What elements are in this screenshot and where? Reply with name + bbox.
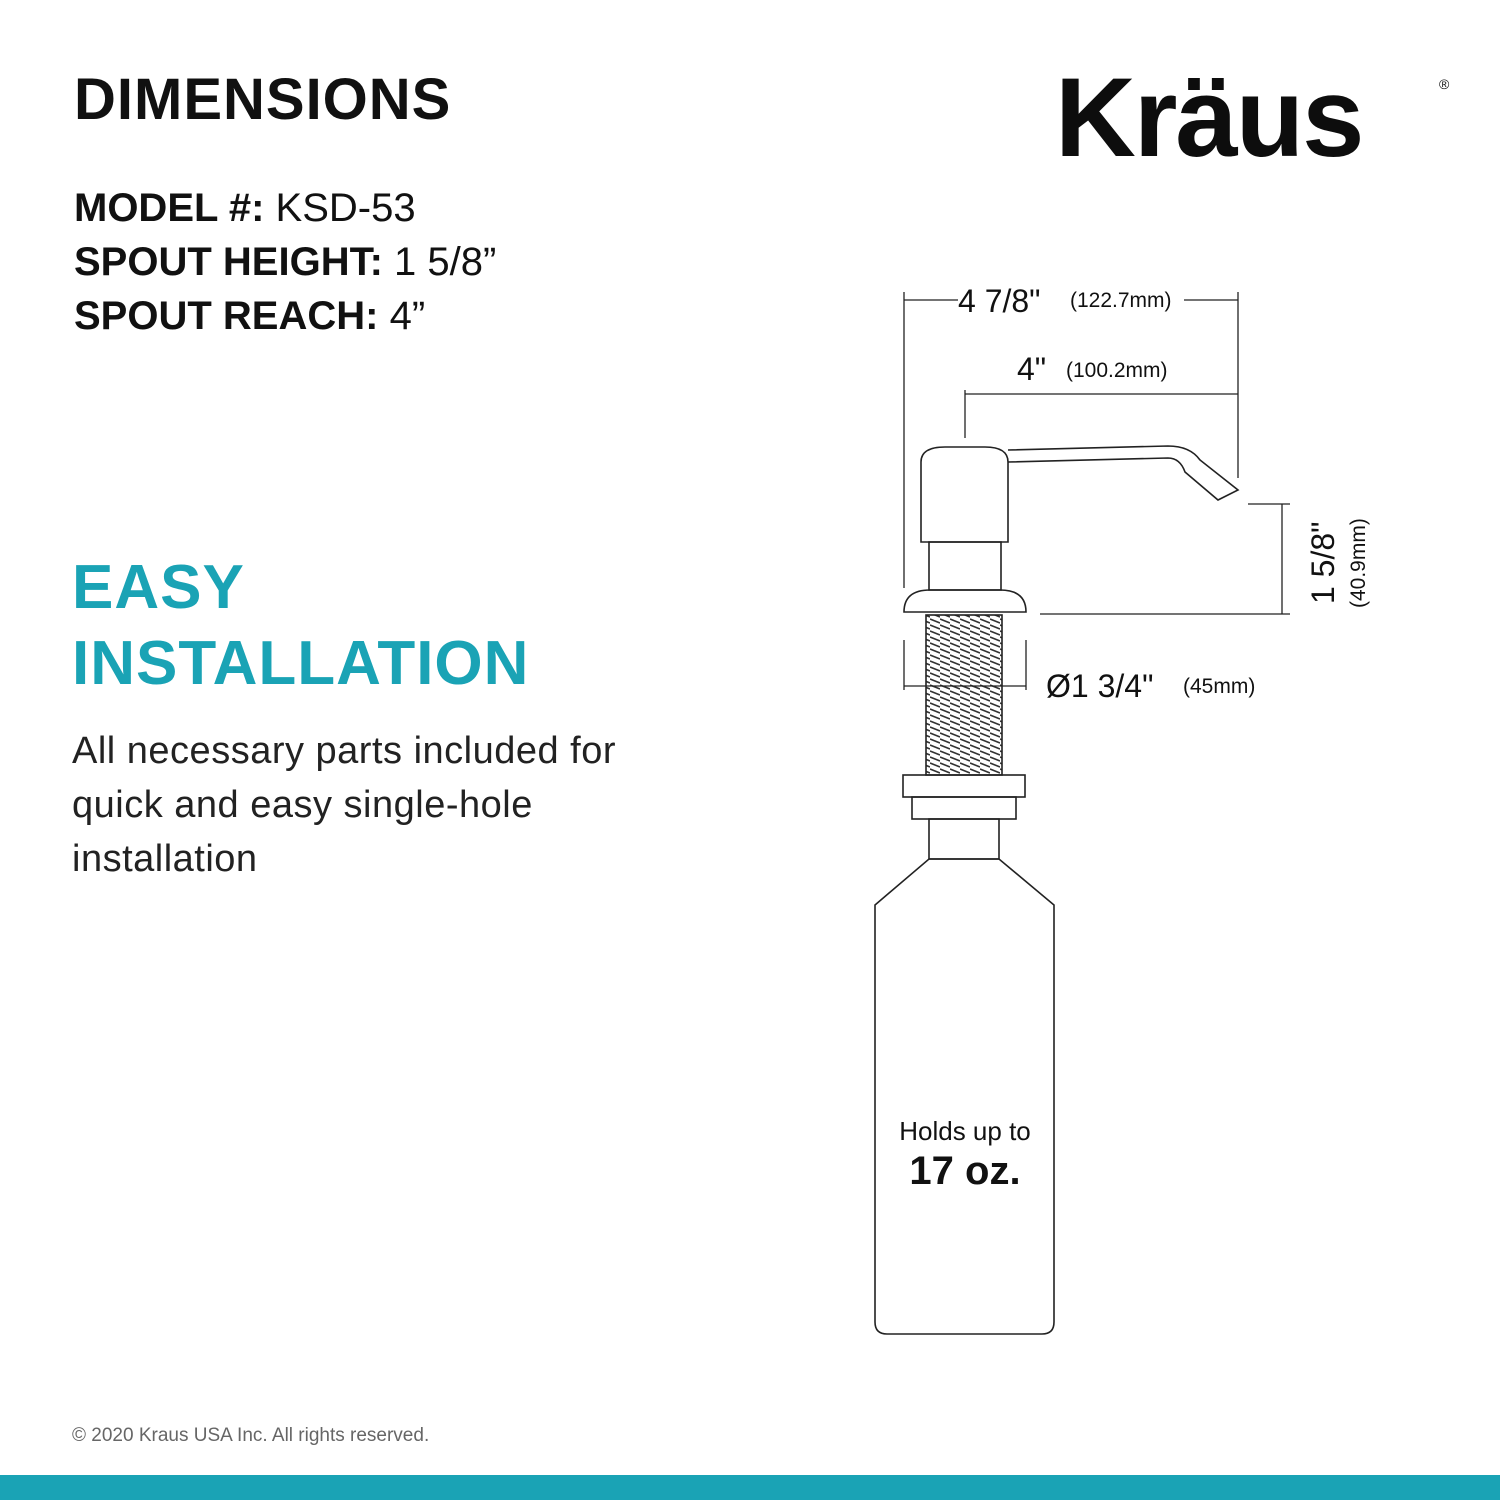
spec-model-label: MODEL #:: [74, 186, 265, 230]
registered-mark: ®: [1439, 76, 1450, 92]
spec-spout-height-label: SPOUT HEIGHT:: [74, 240, 383, 284]
bottom-accent-bar: [0, 1475, 1500, 1500]
spec-spout-reach-value: 4”: [389, 294, 426, 338]
copyright: © 2020 Kraus USA Inc. All rights reserved.: [72, 1425, 430, 1446]
spec-model: [74, 186, 416, 231]
spout: [1008, 446, 1238, 500]
mounting-nut: [903, 775, 1025, 797]
capacity-line2: 17 oz.: [909, 1149, 1021, 1193]
feature-title-line2: INSTALLATION: [72, 629, 530, 698]
spec-spout-reach-label: SPOUT REACH:: [74, 294, 379, 338]
dim-diameter-inches: Ø1 3/4": [1046, 668, 1154, 704]
spec-model-value: KSD-53: [275, 186, 416, 230]
logo-text: Kräus: [1055, 55, 1363, 180]
feature-description: All necessary parts included for quick and easy single-hole installation: [72, 730, 617, 880]
capacity-line1: Holds up to: [899, 1116, 1031, 1146]
pump-neck: [929, 542, 1001, 590]
dispenser-outline: [875, 446, 1238, 1334]
spec-spout-height: [74, 240, 496, 285]
page-title: DIMENSIONS: [74, 67, 452, 132]
brand-logo: [1055, 55, 1455, 180]
threaded-shank: [926, 615, 1002, 775]
dispenser-drawing: [860, 270, 1380, 1350]
pump-head: [921, 447, 1008, 542]
dim-height-mm-label: [1347, 518, 1370, 608]
dim-overall-width-inches: 4 7/8": [958, 283, 1041, 319]
mounting-washer: [912, 797, 1016, 819]
spec-spout-height-value: 1 5/8”: [394, 240, 497, 284]
bottle: [875, 859, 1054, 1334]
dim-overall-width-mm: (122.7mm): [1070, 289, 1172, 312]
dim-height-inches: 1 5/8": [1305, 521, 1341, 604]
flange: [904, 590, 1026, 612]
dim-height-mm: (40.9mm): [1347, 518, 1370, 608]
dim-height-label: [1305, 521, 1341, 604]
dim-reach-mm: (100.2mm): [1066, 359, 1168, 382]
spec-spout-reach: [74, 294, 425, 339]
dim-diameter-mm: (45mm): [1183, 675, 1256, 698]
dim-reach-inches: 4": [1017, 351, 1047, 387]
feature-title-line1: EASY: [72, 553, 245, 622]
bottle-neck: [929, 819, 999, 859]
